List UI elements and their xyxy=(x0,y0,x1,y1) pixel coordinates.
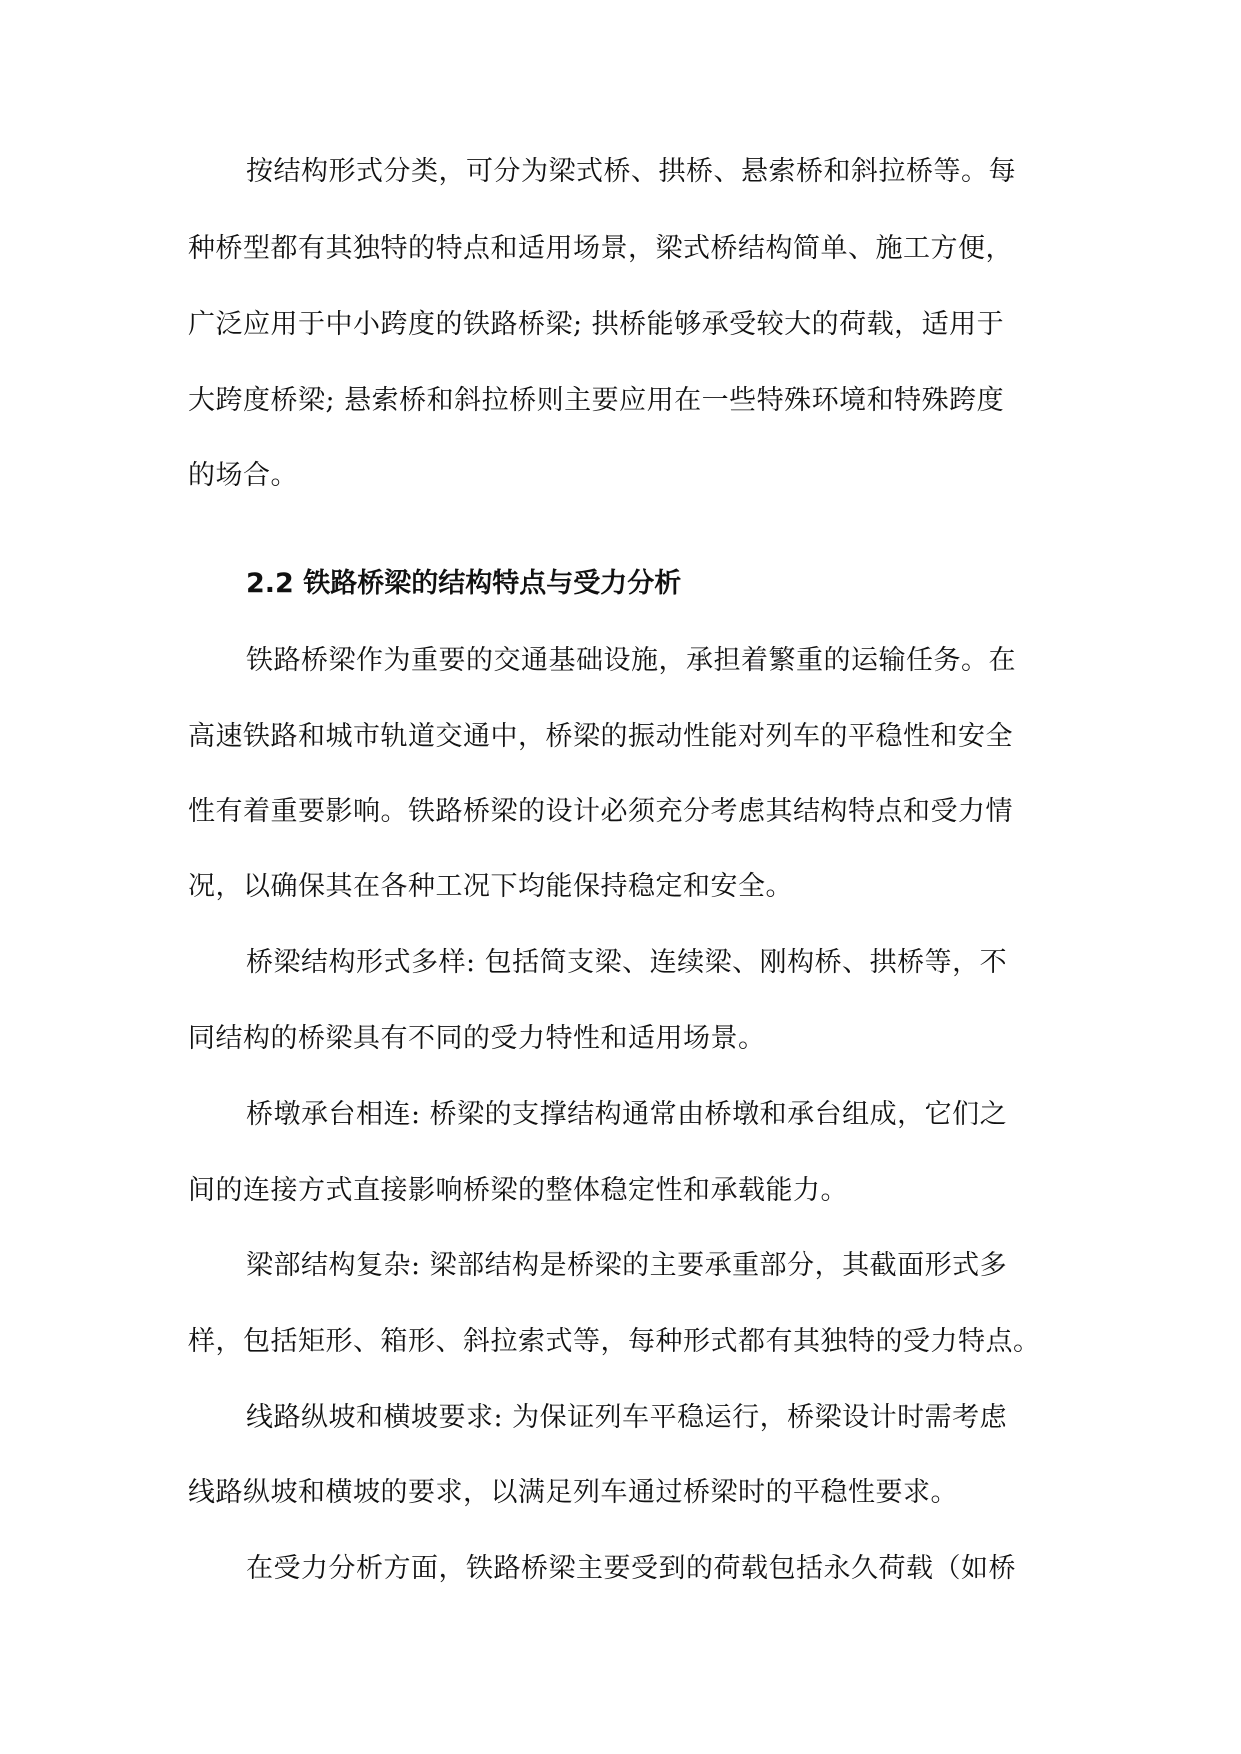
paragraph-line: 梁部结构复杂: 梁部结构是桥梁的主要承重部分，其截面形式多 xyxy=(246,1250,1008,1281)
paragraph-line: 的场合。 xyxy=(188,460,298,491)
paragraph-line: 性有着重要影响。铁路桥梁的设计必须充分考虑其结构特点和受力情 xyxy=(188,796,1013,827)
section-heading: 2.2 铁路桥梁的结构特点与受力分析 xyxy=(246,568,682,599)
paragraph-line: 桥梁结构形式多样: 包括简支梁、连续梁、刚构桥、拱桥等，不 xyxy=(246,947,1008,978)
paragraph-line: 线路纵坡和横坡的要求，以满足列车通过桥梁时的平稳性要求。 xyxy=(188,1477,958,1508)
paragraph-line: 在受力分析方面，铁路桥梁主要受到的荷载包括永久荷载（如桥 xyxy=(246,1553,1016,1584)
paragraph-line: 高速铁路和城市轨道交通中，桥梁的振动性能对列车的平稳性和安全 xyxy=(188,721,1013,752)
paragraph-line: 按结构形式分类，可分为梁式桥、拱桥、悬索桥和斜拉桥等。每 xyxy=(246,156,1016,187)
paragraph-line: 况，以确保其在各种工况下均能保持稳定和安全。 xyxy=(188,871,793,902)
paragraph-line: 同结构的桥梁具有不同的受力特性和适用场景。 xyxy=(188,1023,766,1054)
paragraph-line: 广泛应用于中小跨度的铁路桥梁; 拱桥能够承受较大的荷载，适用于 xyxy=(188,309,1005,340)
paragraph-line: 种桥型都有其独特的特点和适用场景，梁式桥结构简单、施工方便， xyxy=(188,233,1013,264)
paragraph-line: 桥墩承台相连: 桥梁的支撑结构通常由桥墩和承台组成，它们之 xyxy=(246,1099,1008,1130)
paragraph-line: 大跨度桥梁; 悬索桥和斜拉桥则主要应用在一些特殊环境和特殊跨度 xyxy=(188,385,1005,416)
paragraph-line: 铁路桥梁作为重要的交通基础设施，承担着繁重的运输任务。在 xyxy=(246,645,1016,676)
paragraph-line: 样，包括矩形、箱形、斜拉索式等，每种形式都有其独特的受力特点。 xyxy=(188,1326,1041,1357)
paragraph-line: 线路纵坡和横坡要求: 为保证列车平稳运行，桥梁设计时需考虑 xyxy=(246,1402,1008,1433)
paragraph-line: 间的连接方式直接影响桥梁的整体稳定性和承载能力。 xyxy=(188,1175,848,1206)
